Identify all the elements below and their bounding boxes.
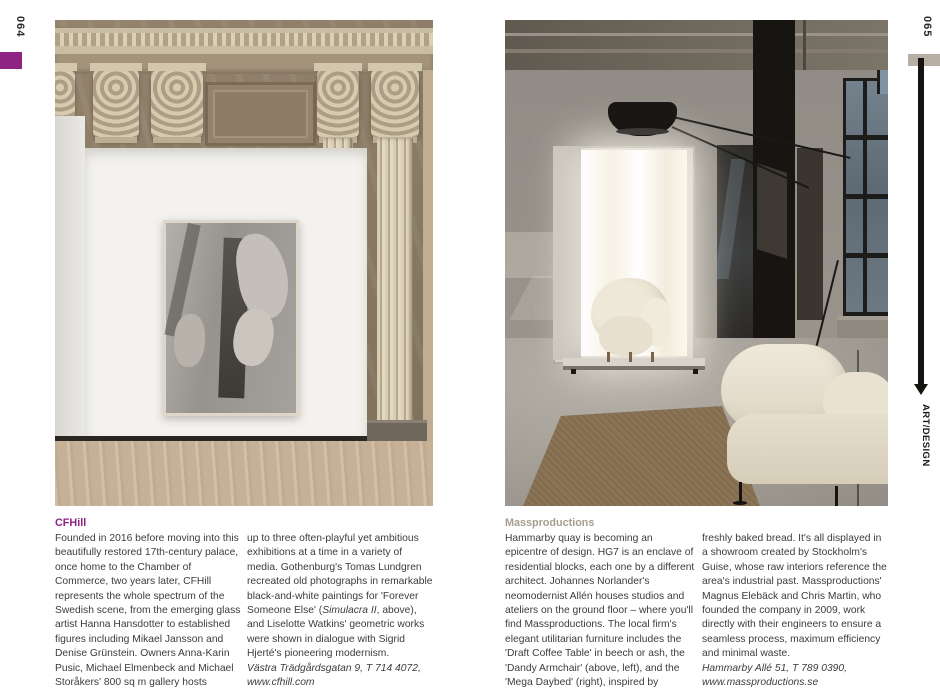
page-number-right: 065 xyxy=(921,16,933,38)
artwork-simulacra xyxy=(163,220,299,416)
light-box-base xyxy=(563,358,705,370)
door-jamb xyxy=(423,70,433,462)
artwork-title-italic: Simulacra II xyxy=(322,605,377,617)
section-label: ART/DESIGN xyxy=(920,404,931,467)
glass-door xyxy=(717,145,755,340)
article-body-column: Hammarby quay is becoming an epicentre of design. HG7 is an enclave of residential blocks, each one by a different architect. Johannes Norlander's neomodernist Allén houses studios and ateliers on the ground floor – where you'll find Massproductions. The local firm's elegant utilitarian furniture includes the 'Draft Coffee Table' in beech or ash, the 'Dandy Armchair' (above, left), and the 'Mega Daybed' (right), inspired by xyxy=(505,533,695,689)
website: www.massproductions.se xyxy=(702,677,819,689)
artwork-shape xyxy=(174,314,205,367)
article-heading-cfhill: CFHill xyxy=(55,517,87,529)
light-box-foot xyxy=(571,369,576,374)
pendant-lamp-shade xyxy=(608,102,677,136)
concrete-ceiling xyxy=(505,20,888,70)
corinthian-capital xyxy=(371,70,419,140)
light-box-panel xyxy=(553,146,581,360)
body-text: up to three often-playful yet ambitious exhibitions at a time in a variety of media. Gothenburg's Tomas Lundgren recreated old photographs in remarkable black-and-white paintings for 'Forever Someone Else' ( xyxy=(247,533,433,617)
steel-column xyxy=(753,20,795,350)
armchair-leg xyxy=(651,352,654,362)
daybed-leg xyxy=(835,486,838,506)
armchair-leg xyxy=(629,352,632,362)
corinthian-capital xyxy=(93,70,139,140)
page-number-left: 064 xyxy=(14,16,26,38)
article-body-column xyxy=(247,532,434,690)
light-box-foot xyxy=(693,369,698,374)
website: www.cfhill.com xyxy=(247,677,315,689)
mega-daybed-seat xyxy=(727,414,888,484)
dentil-band xyxy=(55,33,433,46)
daybed-leg xyxy=(739,482,742,503)
body-text: freshly baked bread. It's all displayed in a showroom created by Stockholm's Guise, whose raw interiors reference the area's industrial past. Massproductions' Magnus Elebäck and Chris Martin, who founded the company in 2009, work directly with their engineers to ensure a seamless process, maximum efficiency and minimal waste. xyxy=(702,533,887,660)
section-arrow-head xyxy=(914,384,928,395)
address: Västra Trädgårdsgatan 9, T 714 4072, xyxy=(247,662,421,674)
dark-door xyxy=(797,148,823,320)
massproductions-showroom-photo xyxy=(505,20,888,506)
section-tab-purple xyxy=(0,52,22,69)
section-tab-grey xyxy=(908,54,940,66)
wood-floor xyxy=(55,441,433,506)
corinthian-capital xyxy=(317,70,359,140)
article-heading-massproductions: Massproductions xyxy=(505,517,595,529)
factory-window xyxy=(843,78,888,324)
body-text: , above), and Liselotte Watkins' geometric works were shown in dialogue with Sigrid Hjerté's pioneering modernism. xyxy=(247,605,425,660)
armchair-leg xyxy=(607,352,610,362)
article-body-column xyxy=(702,532,889,690)
daybed-foot xyxy=(733,501,747,505)
article-body-column: Founded in 2016 before moving into this beautifully restored 17th-century palace, once home to the Chamber of Commerce, two years later, CFHill represents the whole spectrum of the Swedish scene, from the emerging glass artist Hanna Hansdotter to established figures including Mikael Jansson and Denise Grünstein. Owners Anna-Karin Pusic, Michael Elmenbeck and Michael Storåkers' 800 sq m gallery hosts xyxy=(55,533,241,689)
ceiling-pipe xyxy=(505,33,888,36)
corinthian-capital xyxy=(151,70,203,140)
dandy-armchair-seat xyxy=(599,316,653,356)
gallery-wall-side xyxy=(55,116,85,438)
ceiling-pipe xyxy=(505,49,888,53)
pilaster-shaft xyxy=(377,138,413,426)
cfhill-gallery-photo xyxy=(55,20,433,506)
wall-panel xyxy=(205,82,316,146)
address: Hammarby Allé 51, T 789 0390, xyxy=(702,662,847,674)
section-arrow xyxy=(918,58,924,384)
ceiling-conduit xyxy=(803,20,806,70)
